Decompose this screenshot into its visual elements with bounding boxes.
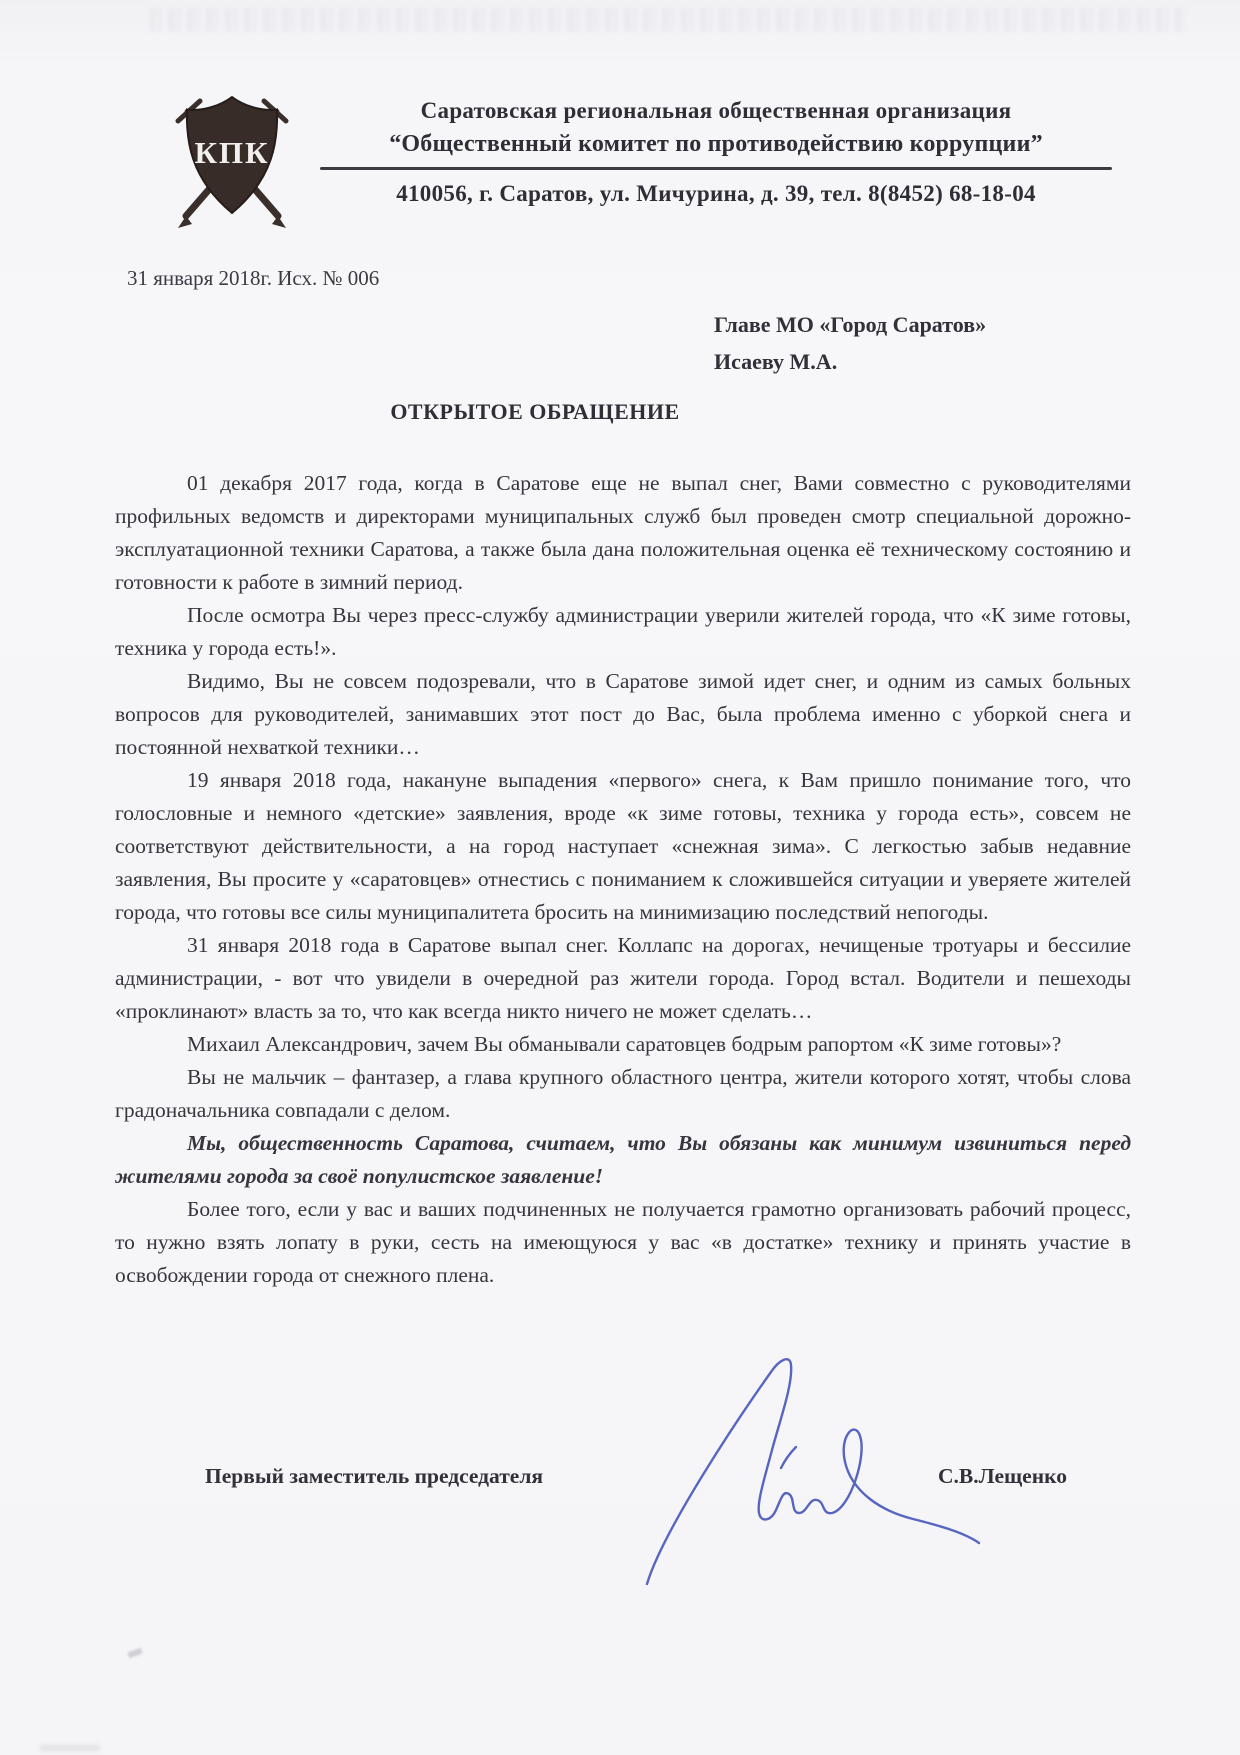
scan-smudge	[40, 1745, 100, 1751]
letter-paragraph: 31 января 2018 года в Саратове выпал снег. Коллапс на дорогах, нечищеные тротуары и бессилие администрации, - вот что увидели в очередной раз жители города. Город встал. Водители и пешеходы «проклинают» власть за то, что как всегда никто ничего не может сделать…	[115, 933, 1131, 1023]
signature-name: С.В.Лещенко	[938, 1464, 1067, 1488]
organization-emblem	[162, 84, 302, 232]
organization-name-line2: “Общественный комитет по противодействию коррупции”	[389, 131, 1043, 157]
signature-position-title: Первый заместитель председателя	[205, 1464, 544, 1488]
letterhead-text	[318, 84, 1114, 207]
addressee-line-2: Исаеву М.А.	[714, 349, 838, 374]
letterhead-divider	[320, 167, 1112, 170]
organization-address: 410056, г. Саратов, ул. Мичурина, д. 39, тел. 8(8452) 68-18-04	[396, 181, 1036, 206]
handwritten-signature-icon	[545, 1352, 1005, 1602]
date-reference-line: 31 января 2018г. Исх. № 006	[127, 266, 380, 290]
emblem-label: КПК	[194, 135, 270, 170]
letter-paragraph: Вы не мальчик – фантазер, а глава крупного областного центра, жители которого хотят, чтобы слова градоначальника совпадали с делом.	[115, 1065, 1131, 1122]
letter-paragraph: После осмотра Вы через пресс-службу администрации уверили жителей города, что «К зиме готовы, техника у города есть!».	[115, 603, 1131, 660]
addressee-block	[714, 306, 986, 380]
letter-title: ОТКРЫТОЕ ОБРАЩЕНИЕ	[390, 399, 680, 424]
letter-paragraph: 19 января 2018 года, накануне выпадения «первого» снега, к Вам пришло понимание того, что голословные и немного «детские» заявления, вроде «к зиме готовы, техника у города есть», совсем не соответствуют действительности, а на город наступает «снежная зима». С легкостью забыв недавние заявления, Вы просите у «саратовцев» отнестись с пониманием к сложившейся ситуации и уверяете жителей города, что готовы все силы муниципалитета бросить на минимизацию последствий непогоды.	[115, 768, 1131, 924]
organization-name-line1: Саратовская региональная общественная организация	[420, 98, 1012, 123]
letter-paragraph: Михаил Александрович, зачем Вы обманывали саратовцев бодрым рапортом «К зиме готовы»?	[187, 1032, 1062, 1056]
scan-smudge	[127, 1648, 142, 1658]
letter-paragraph: Видимо, Вы не совсем подозревали, что в Саратове зимой идет снег, и одним из самых больных вопросов для руководителей, занимавших этот пост до Вас, была проблема именно с уборкой снега и постоянной нехваткой техники…	[115, 669, 1131, 759]
addressee-line-1: Главе МО «Город Саратов»	[714, 312, 987, 337]
kpk-shield-icon	[162, 84, 302, 232]
letter-paragraph: Более того, если у вас и ваших подчиненных не получается грамотно организовать рабочий процесс, то нужно взять лопату в руки, сесть на имеющуюся у вас «в достатке» технику и принять участие в освобождении города от снежного плена.	[115, 1197, 1131, 1287]
letter-paragraph: 01 декабря 2017 года, когда в Саратове еще не выпал снег, Вами совместно с руководителями профильных ведомств и директорами муниципальных служб был проведен смотр специальной дорожно-эксплуатационной техники Саратова, а также была дана положительная оценка её техническому состоянию и готовности к работе в зимний период.	[115, 471, 1131, 594]
scan-bleed-artifact	[150, 8, 1185, 32]
letter-paragraph-emphasis: Мы, общественность Саратова, считаем, что Вы обязаны как минимум извиниться перед жителями города за своё популистское заявление!	[115, 1131, 1131, 1188]
letter-body	[115, 467, 1131, 1292]
letterhead	[162, 84, 1114, 232]
